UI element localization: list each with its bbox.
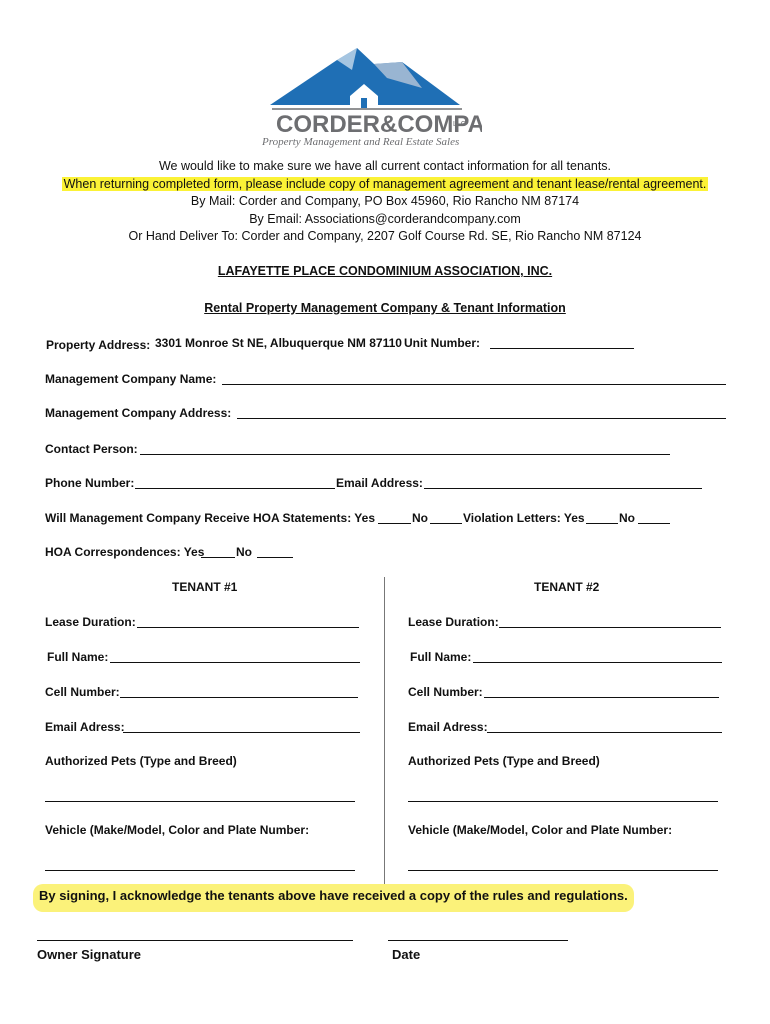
tenant-1-pets-label: Authorized Pets (Type and Breed)	[45, 754, 237, 768]
hoa-statements-no-label: No	[412, 511, 428, 525]
tenant-1-email-field[interactable]	[123, 732, 360, 733]
tenant-column-divider	[384, 577, 385, 889]
svg-text:LLC: LLC	[453, 121, 466, 128]
tenant-2-full-name-field[interactable]	[473, 662, 722, 663]
date-label: Date	[392, 947, 421, 962]
tenant-2-vehicle-label: Vehicle (Make/Model, Color and Plate Number:	[408, 823, 673, 837]
violation-letters-no-label: No	[619, 511, 635, 525]
contact-person-field[interactable]	[140, 454, 670, 455]
email-address-label: Email Address:	[336, 476, 423, 490]
logo-tagline: Property Management and Real Estate Sales	[262, 136, 460, 148]
tenant-1-email-label: Email Adress:	[45, 720, 125, 734]
intro-line-4: By Email: Associations@corderandcompany.com	[249, 212, 521, 226]
violation-letters-yes-field[interactable]	[586, 523, 618, 524]
tenant-2-pets-label: Authorized Pets (Type and Breed)	[408, 754, 600, 768]
unit-number-label: Unit Number:	[404, 336, 480, 350]
tenant-1-cell-label: Cell Number:	[45, 685, 120, 699]
association-title: LAFAYETTE PLACE CONDOMINIUM ASSOCIATION, INC.	[217, 264, 553, 278]
management-company-address-label: Management Company Address:	[45, 406, 232, 420]
tenant-1-full-name-label: Full Name:	[47, 650, 109, 664]
intro-line-2	[0, 176, 770, 192]
hoa-correspondence-label: HOA Correspondences: Yes	[45, 545, 205, 559]
contact-person-label: Contact Person:	[45, 442, 138, 456]
phone-number-field[interactable]	[135, 488, 335, 489]
tenant-1-lease-label: Lease Duration:	[45, 615, 136, 629]
phone-number-label: Phone Number:	[45, 476, 135, 490]
date-field[interactable]	[388, 940, 568, 941]
hoa-correspondence-no-label: No	[236, 545, 252, 559]
hoa-correspondence-no-field[interactable]	[257, 557, 293, 558]
owner-signature-field[interactable]	[37, 940, 353, 941]
property-address-label: Property Address:	[46, 338, 151, 352]
tenant-2-email-field[interactable]	[487, 732, 722, 733]
intro-line-3: By Mail: Corder and Company, PO Box 45960, Rio Rancho NM 87174	[190, 194, 580, 208]
highlighted-instruction: When returning completed form, please include copy of management agreement and tenant lease/rental agreement.	[63, 177, 707, 191]
tenant-2-cell-field[interactable]	[484, 697, 719, 698]
intro-line-5: Or Hand Deliver To: Corder and Company, 2207 Golf Course Rd. SE, Rio Rancho NM 87124	[128, 229, 642, 243]
management-company-name-label: Management Company Name:	[45, 372, 217, 386]
tenant-2-lease-label: Lease Duration:	[408, 615, 499, 629]
tenant-2-pets-field[interactable]	[408, 801, 718, 802]
tenant-1-vehicle-field[interactable]	[45, 870, 355, 871]
mountain-house-logo-icon	[262, 48, 482, 153]
tenant-1-full-name-field[interactable]	[110, 662, 360, 663]
tenant-2-heading: TENANT #2	[534, 580, 600, 594]
hoa-correspondence-yes-field[interactable]	[201, 557, 235, 558]
management-company-address-field[interactable]	[237, 418, 726, 419]
tenant-2-full-name-label: Full Name:	[410, 650, 472, 664]
owner-signature-label: Owner Signature	[37, 947, 142, 962]
tenant-1-cell-field[interactable]	[120, 697, 358, 698]
acknowledgement-statement: By signing, I acknowledge the tenants above have received a copy of the rules and regulations.	[33, 884, 634, 912]
violation-letters-no-field[interactable]	[638, 523, 670, 524]
logo-name: CORDER&COMPA	[276, 111, 482, 138]
violation-letters-label: Violation Letters: Yes	[463, 511, 585, 525]
tenant-1-heading: TENANT #1	[172, 580, 238, 594]
tenant-1-pets-field[interactable]	[45, 801, 355, 802]
tenant-1-vehicle-label: Vehicle (Make/Model, Color and Plate Number:	[45, 823, 310, 837]
unit-number-field[interactable]	[490, 348, 634, 349]
hoa-statements-yes-field[interactable]	[378, 523, 411, 524]
intro-line-1: We would like to make sure we have all current contact information for all tenants.	[158, 159, 612, 173]
tenant-2-lease-field[interactable]	[499, 627, 721, 628]
email-address-field[interactable]	[424, 488, 702, 489]
company-logo	[262, 48, 482, 153]
hoa-statements-label: Will Management Company Receive HOA Statements: Yes	[45, 511, 375, 525]
management-company-name-field[interactable]	[222, 384, 726, 385]
tenant-2-email-label: Email Adress:	[408, 720, 488, 734]
tenant-2-vehicle-field[interactable]	[408, 870, 718, 871]
form-title: Rental Property Management Company & Tenant Information	[204, 301, 566, 315]
property-address-value: 3301 Monroe St NE, Albuquerque NM 87110	[155, 336, 402, 350]
tenant-1-lease-field[interactable]	[137, 627, 359, 628]
tenant-2-cell-label: Cell Number:	[408, 685, 483, 699]
hoa-statements-no-field[interactable]	[430, 523, 462, 524]
